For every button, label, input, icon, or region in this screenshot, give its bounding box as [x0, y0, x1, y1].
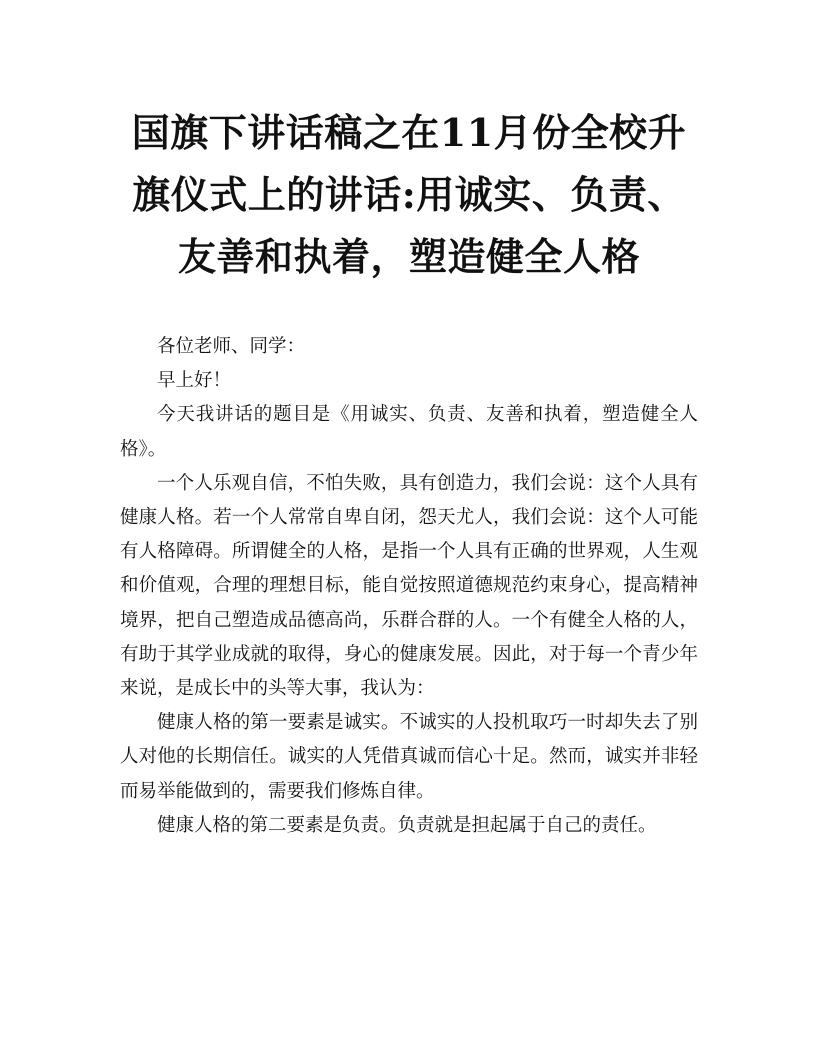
paragraph-honesty: 健康人格的第一要素是诚实。不诚实的人投机取巧一时却失去了别人对他的长期信任。诚实的人凭借真诚而信心十足。然而，诚实并非轻而易举能做到的，需要我们修炼自律。: [120, 712, 698, 802]
document-body: [120, 330, 698, 843]
paragraph-responsibility: 健康人格的第二要素是负责。负责就是担起属于自己的责任。: [157, 814, 657, 836]
paragraph-greeting: 早上好！: [157, 370, 232, 392]
document-title: 国旗下讲话稿之在11月份全校升旗仪式上的讲话:用诚实、负责、友善和执着，塑造健全人格: [131, 110, 687, 279]
paragraph-topic: 今天我讲话的题目是《用诚实、负责、友善和执着，塑造健全人格》。: [120, 404, 698, 460]
paragraph-salutation: 各位老师、同学：: [157, 336, 306, 357]
paragraph-intro: 一个人乐观自信，不怕失败，具有创造力，我们会说：这个人具有健康人格。若一个人常常自卑自闭，怨天尤人，我们会说：这个人可能有人格障碍。所谓健全的人格，是指一个人具有正确的世界观，人生观和价值观，合理的理想目标，能自觉按照道德规范约束身心，提高精神境界，把自己塑造成品德高尚，乐群合群的人。一个有健全人格的人，有助于其学业成就的取得，身心的健康发展。因此，对于每一个青少年来说，是成长中的头等大事，我认为：: [120, 472, 698, 700]
